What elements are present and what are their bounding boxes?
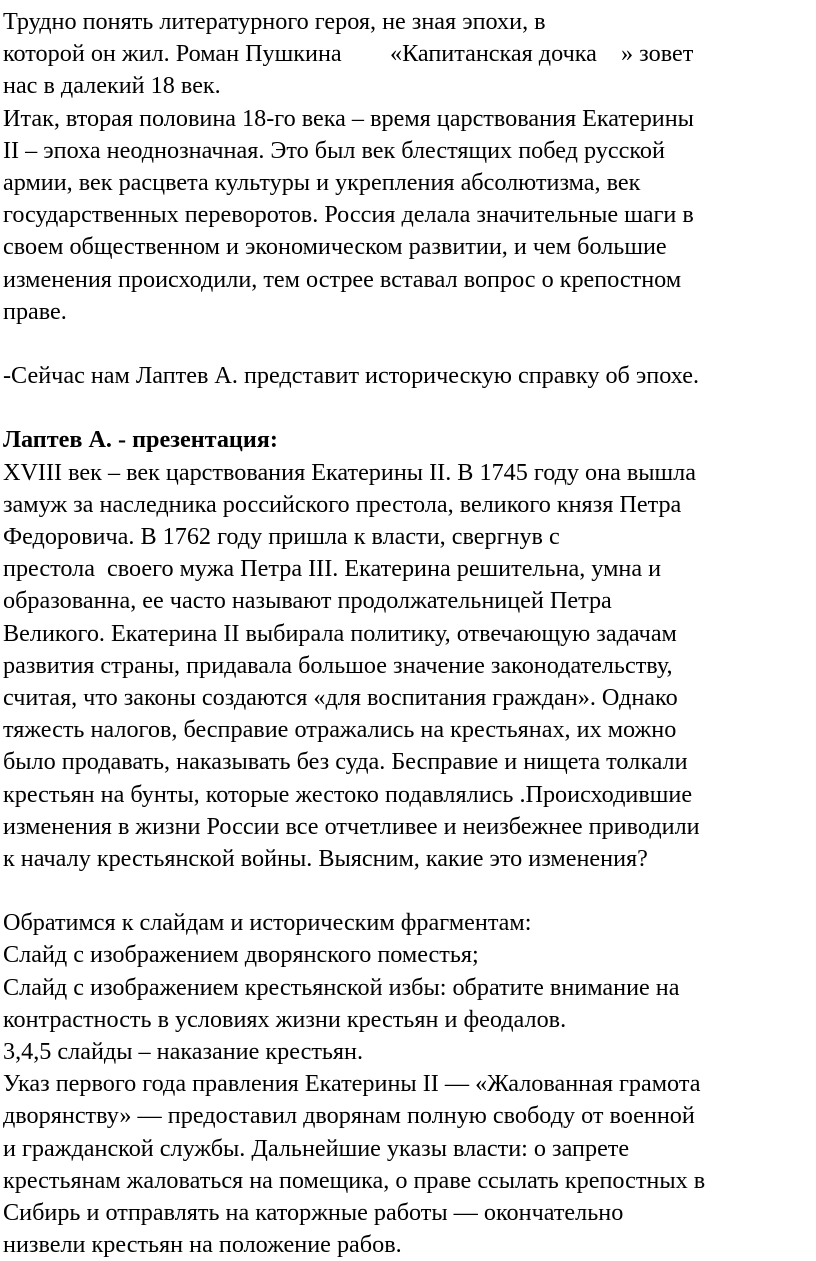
text-line: дворянству» — предоставил дворянам полную свободу от военной	[3, 1102, 695, 1130]
slides-paragraph	[3, 907, 812, 1261]
text-line: Итак, вторая половина 18-го века – время царствования Екатерины	[3, 104, 694, 132]
text-line: Слайд с изображением дворянского поместья;	[3, 941, 479, 969]
presentation-paragraph	[3, 457, 812, 875]
text-line: престола своего мужа Петра III. Екатерина решительна, умна и	[3, 555, 662, 583]
text-line: замуж за наследника российского престола, великого князя Петра	[3, 490, 682, 518]
text-line: XVIII век – век царствования Екатерины II. В 1745 году она вышла	[3, 458, 696, 486]
text-line: государственных переворотов. Россия делала значительные шаги в	[3, 201, 694, 229]
teacher-remark: -Сейчас нам Лаптев А. представит историческую справку об эпохе.	[3, 362, 699, 390]
text-line: Великого. Екатерина II выбирала политику, отвечающую задачам	[3, 619, 677, 647]
presentation-heading: Лаптев А. - презентация:	[3, 426, 278, 454]
text-line: изменения происходили, тем острее вставал вопрос о крепостном	[3, 265, 682, 293]
text-line: которой он жил. Роман Пушкина «Капитанская дочка » зовет	[3, 40, 694, 68]
text-line: низвели крестьян на положение рабов.	[3, 1231, 402, 1259]
text-line: нас в далекий 18 век.	[3, 72, 221, 100]
text-line: тяжесть налогов, бесправие отражались на крестьянах, их можно	[3, 716, 677, 744]
text-line: изменения в жизни России все отчетливее и неизбежнее приводили	[3, 812, 700, 840]
text-line: II – эпоха неоднозначная. Это был век блестящих побед русской	[3, 136, 665, 164]
text-line: Слайд с изображением крестьянской избы: обратите внимание на	[3, 973, 680, 1001]
text-line: контрастность в условиях жизни крестьян и феодалов.	[3, 1005, 567, 1033]
text-line: крестьянам жаловаться на помещика, о праве ссылать крепостных в	[3, 1166, 706, 1194]
text-line: Федоровича. В 1762 году пришла к власти, свергнув с	[3, 523, 560, 550]
text-line: развития страны, придавала большое значение законодательству,	[3, 651, 673, 679]
text-line: крестьян на бунты, которые жестоко подавлялись .Происходившие	[3, 780, 693, 808]
text-line: армии, век расцвета культуры и укрепления абсолютизма, век	[3, 168, 641, 196]
blank-line	[3, 392, 812, 424]
blank-line	[3, 328, 812, 360]
text-line: было продавать, наказывать без суда. Бесправие и нищета толкали	[3, 748, 688, 776]
text-line: и гражданской службы. Дальнейшие указы власти: о запрете	[3, 1134, 630, 1162]
text-line: образованна, ее часто называют продолжательницей Петра	[3, 587, 612, 615]
text-line: считая, что законы создаются «для воспитания граждан». Однако	[3, 683, 678, 711]
text-line: Трудно понять литературного героя, не зная эпохи, в	[3, 8, 546, 35]
text-line: Указ первого года правления Екатерины II — «Жалованная грамота	[3, 1070, 701, 1098]
text-line: Обратимся к слайдам и историческим фрагментам:	[3, 909, 532, 937]
text-line: своем общественном и экономическом развитии, и чем большие	[3, 233, 667, 261]
text-line: праве.	[3, 297, 67, 325]
text-line: Сибирь и отправлять на каторжные работы — окончательно	[3, 1198, 624, 1226]
intro-paragraph	[3, 6, 812, 328]
text-line: к началу крестьянской войны. Выясним, какие это изменения?	[3, 844, 648, 872]
blank-line	[3, 875, 812, 907]
text-line: 3,4,5 слайды – наказание крестьян.	[3, 1038, 364, 1065]
